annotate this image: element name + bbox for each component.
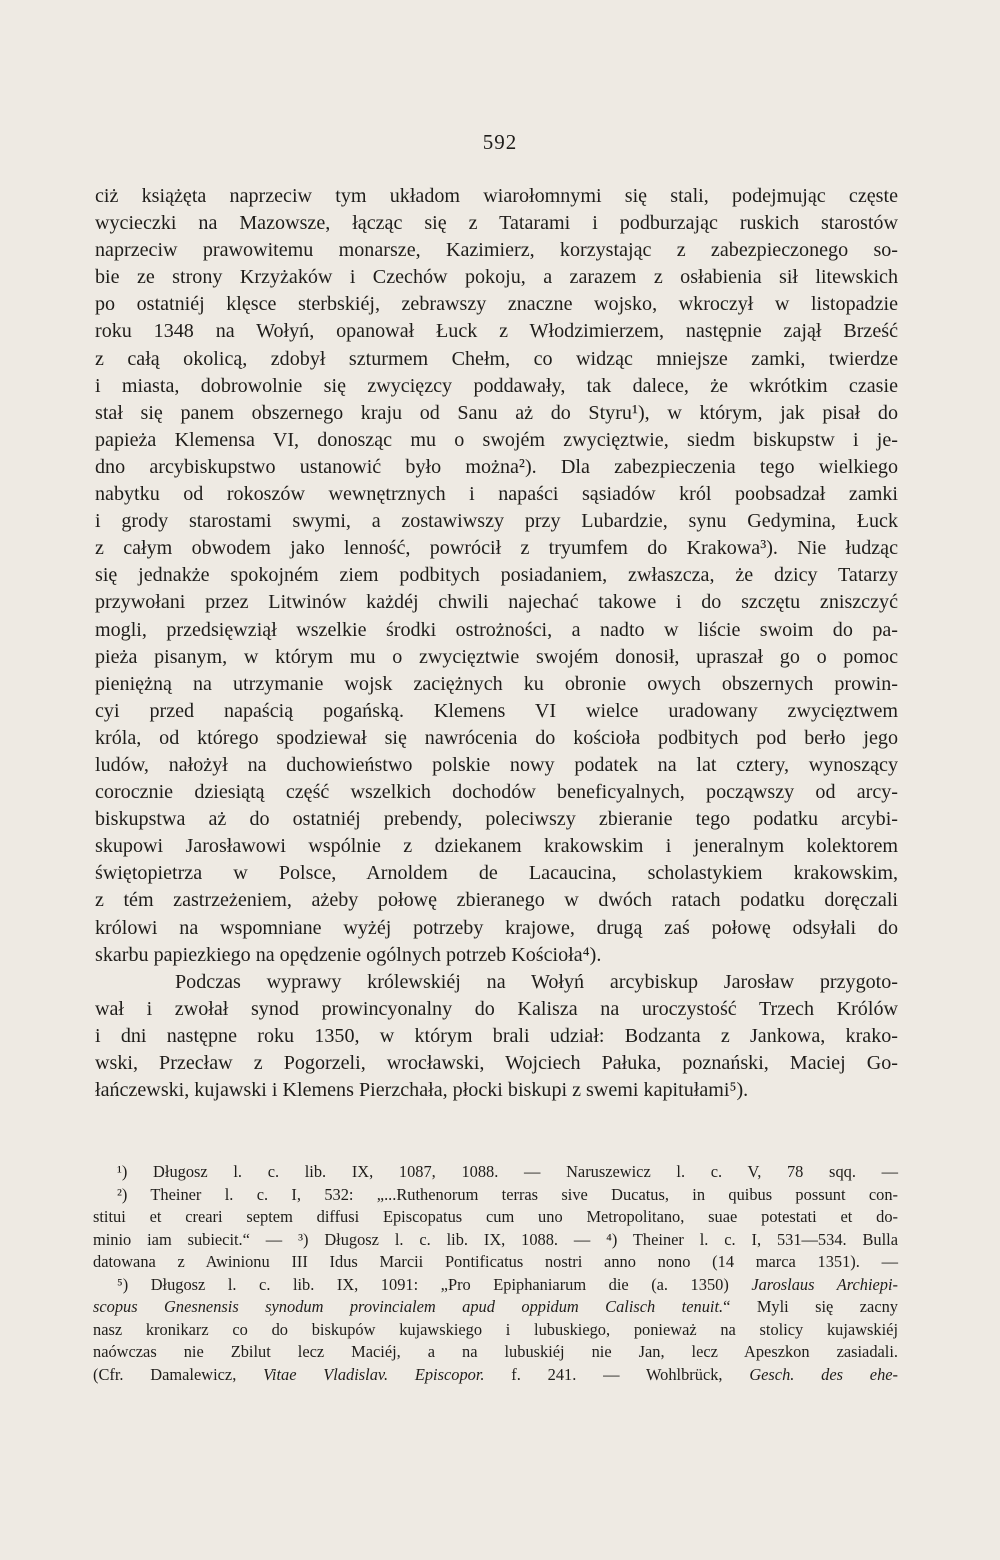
paragraph (95, 183, 898, 969)
text-line: pieża pisanym, w którym mu o zwycięztwie swojém donosił, upraszał go o pomoc (95, 645, 898, 668)
text-line: skarbu papiezkiego na opędzenie ogólnych potrzeb Kościoła⁴). (95, 943, 602, 966)
text-line: królowi na wspomniane wyżéj potrzeby krajowe, drugą zaś połowę odsyłali do (95, 916, 898, 939)
text-line: wski, Przecław z Pogorzeli, wrocławski, Wojciech Pałuka, poznański, Maciej Go- (95, 1052, 898, 1074)
text-line: Podczas wyprawy królewskiéj na Wołyń arcybiskup Jarosław przygoto- (175, 970, 898, 993)
footnote-line (93, 1251, 898, 1274)
text-segment: datowana z Awinionu III Idus Marcii Pontificatus nostri anno nono (14 marca 1351). — (93, 1252, 898, 1271)
text-line: wycieczki na Mazowsze, łącząc się z Tatarami i podburzając ruskich starostów (95, 212, 898, 235)
italic-segment: Gesch. des ehe- (749, 1364, 899, 1384)
italic-segment: Jaroslaus Archiepi- (751, 1274, 898, 1294)
text-line: z tém zastrzeżeniem, ażeby połowę zbieranego w dwóch ratach podatku doręczali (95, 889, 898, 912)
text-segment: (Cfr. Damalewicz, (93, 1364, 264, 1384)
text-line: wał i zwołał synod prowincyonalny do Kalisza na uroczystość Trzech Królów (95, 997, 898, 1020)
text-line: ludów, nałożył na duchowieństwo polskie nowy podatek na lat cztery, wynoszący (95, 753, 898, 776)
footnotes (93, 1161, 898, 1386)
paragraph (95, 969, 898, 1104)
text-segment: ⁵) Długosz l. c. lib. IX, 1091: „Pro Epiphaniarum die (a. 1350) (117, 1274, 752, 1294)
text-line: z całą okolicą, zdobył szturmem Chełm, co widząc mniejsze zamki, twierdze (95, 347, 898, 370)
text-line: nabytku od rokoszów wewnętrznych i napaści sąsiadów król poobsadzał zamki (95, 483, 898, 506)
text-line: świętopietrza w Polsce, Arnoldem de Lacaucina, scholastykiem krakowskim, (95, 862, 898, 885)
text-line: papieża Klemensa VI, donosząc mu o swojém zwycięztwie, siedm biskupstw i je- (95, 428, 898, 451)
text-segment: “ Myli się zacny (723, 1297, 898, 1316)
text-line: króla, od którego spodziewał się nawrócenia do kościoła podbitych pod berło jego (95, 726, 898, 749)
text-line: po ostatniéj klęsce sterbskiéj, zebrawszy znaczne wojsko, wkroczył w listopadzie (95, 293, 898, 316)
page-number: 592 (482, 130, 518, 154)
text-line: ciż książęta naprzeciw tym układom wiarołomnymi się stali, podejmując częste (95, 185, 898, 207)
text-segment: naówczas nie Zbilut lecz Maciéj, a na lubuskiéj nie Jan, lecz Apeszkon zasiadali. (93, 1342, 898, 1361)
footnote-line (93, 1206, 898, 1229)
text-line: pieniężną na utrzymanie wojsk zaciężnych ku obronie owych obszernych prowin- (95, 672, 898, 695)
text-segment: minio iam subiecit.“ — ³) Długosz l. c. lib. IX, 1088. — ⁴) Theiner l. c. I, 531—534. Bulla (93, 1229, 898, 1249)
text-line: i grody starostami swymi, a zostawiwszy przy Lubardzie, synu Gedymina, Łuck (95, 510, 898, 533)
italic-segment: scopus Gnesnensis synodum provincialem apud oppidum Calisch tenuit. (93, 1297, 724, 1316)
text-line: przywołani przez Litwinów każdéj chwili najechać takowe i do szczętu zniszczyć (95, 591, 898, 614)
footnote-line (93, 1161, 898, 1184)
text-line: cyi przed napaścią pogańską. Klemens VI wielce uradowany zwycięztwem (95, 699, 898, 722)
text-segment: nasz kronikarz co do biskupów kujawskiego i lubuskiego, ponieważ na stolicy kujawskiéj (93, 1319, 898, 1339)
text-line: i dni następne roku 1350, w którym brali udział: Bodzanta z Jankowa, krako- (95, 1024, 898, 1047)
text-line: mogli, przedsięwziął wszelkie środki ostrożności, a nadto w liście swoim do pa- (95, 618, 898, 641)
footnote-line (93, 1274, 898, 1297)
text-line: z całym obwodem jako lenność, powrócił z tryumfem do Krakowa³). Nie łudząc (95, 537, 898, 560)
text-segment: f. 241. — Wohlbrück, (484, 1364, 750, 1384)
text-segment: stitui et creari septem diffusi Episcopatus cum uno Metropolitano, suae potestati et do- (93, 1207, 898, 1226)
text-line: i miasta, dobrowolnie się zwycięzcy poddawały, tak dalece, że wkrótkim czasie (95, 374, 898, 397)
text-line: biskupstwa aż do ostatniéj prebendy, poleciwszy zbieranie tego podatku arcybi- (95, 808, 898, 831)
footnote-line (93, 1341, 898, 1364)
text-line: stał się panem obszernego kraju od Sanu aż do Styru¹), w którym, jak pisał do (95, 401, 898, 424)
footnote-line (93, 1296, 898, 1319)
text-line: naprzeciw prawowitemu monarsze, Kazimierz, korzystając z zabezpieczonego so- (95, 239, 898, 262)
footnote-line (93, 1364, 898, 1387)
text-line: corocznie dziesiątą część wszelkich dochodów beneficyalnych, począwszy od arcy- (95, 781, 898, 804)
footnote-line (93, 1184, 898, 1207)
text-line: się jednakże spokojném ziem podbitych posiadaniem, zwłaszcza, że dzicy Tatarzy (95, 564, 898, 587)
text-line: skupowi Jarosławowi wspólnie z dziekanem krakowskim i jeneralnym kolektorem (95, 835, 898, 858)
text-line: bie ze strony Krzyżaków i Czechów pokoju, a zarazem z osłabienia sił litewskich (95, 266, 898, 289)
text-line: roku 1348 na Wołyń, opanował Łuck z Włodzimierzem, następnie zajął Brześć (95, 320, 898, 343)
footnote-line (93, 1319, 898, 1342)
text-line: dno arcybiskupstwo ustanowić było można²). Dla zabezpieczenia tego wielkiego (95, 455, 898, 478)
italic-segment: Vitae Vladislav. Episcopor. (263, 1364, 485, 1384)
footnote-line (93, 1229, 898, 1252)
main-text (95, 183, 898, 1104)
text-line: łańczewski, kujawski i Klemens Pierzchała, płocki biskupi z swemi kapitułami⁵). (95, 1079, 749, 1102)
text-segment: ²) Theiner l. c. I, 532: „...Ruthenorum terras sive Ducatus, in quibus possunt con- (117, 1184, 898, 1204)
text-segment: ¹) Długosz l. c. lib. IX, 1087, 1088. — Naruszewicz l. c. V, 78 sqq. — (117, 1162, 898, 1181)
